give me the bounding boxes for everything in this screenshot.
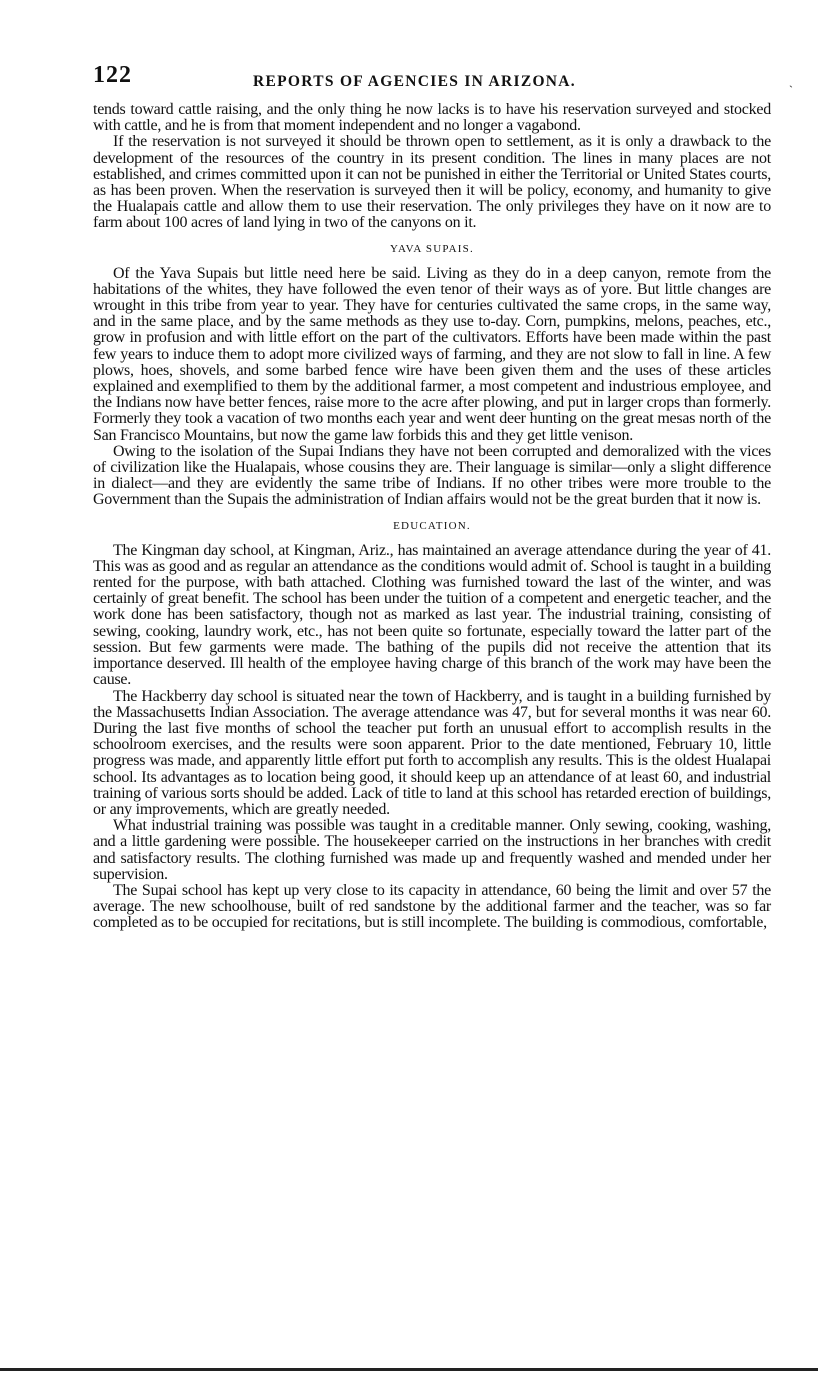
paragraph-yava-1: Of the Yava Supais but little need here be said. Living as they do in a deep canyon, remote from the habitations of the whites, they have followed the even tenor of their ways as of yore. But little changes are wrought in this tribe from year to year. They have for centuries cultivated the same crops, in the same way, and in the same place, and by the same methods as they use to-day. Corn, pumpkins, melons, peaches, etc., grow in profusion and with little effort on the part of the cultivators. Efforts have been made within the past few years to induce them to adopt more civilized ways of farming, and they are not slow to fall in line. A few plows, hoes, shovels, and some barbed fence wire have been given them and the uses of these articles explained and exemplified to them by the additional farmer, a most competent and industrious employee, and the Indians now have better fences, raise more to the acre after plowing, and put in larger crops than formerly. Formerly they took a vacation of two months each year and went deer hunting on the great mesas north of the San Francisco Mountains, but now the game law forbids this and they get little venison.	[93, 264, 771, 444]
section-heading-yava-supais: YAVA SUPAIS.	[390, 242, 474, 255]
paragraph-industrial: What industrial training was possible was taught in a creditable manner. Only sewing, cooking, washing, and a little gardening were possible. The housekeeper carried on the instructions in her branches with credit and satisfactory results. The clothing furnished was made up and frequently washed and mended under her supervision.	[93, 817, 771, 883]
document-page	[93, 62, 793, 932]
paragraph-kingman: The Kingman day school, at Kingman, Ariz., has maintained an average attendance during the year of 41. This was as good and as regular an attendance as the conditions would admit of. School is taught in a building rented for the purpose, with bath attached. Clothing was furnished toward the last of the winter, and was certainly of great benefit. The school has been under the tuition of a competent and energetic teacher, and the work done has been satisfactory, though not as marked as last year. The industrial training, consisting of sewing, cooking, laundry work, etc., has not been quite so fortunate, especially toward the latter part of the session. But few garments were made. The bathing of the pupils did not receive the attention that its importance deserved. Ill health of the employee having charge of this branch of the work may have been the cause.	[93, 541, 771, 689]
paragraph-yava-2: Owing to the isolation of the Supai Indians they have not been corrupted and demoralized with the vices of civilization like the Hualapais, whose cousins they are. Their language is similar—only a slight difference in dialect—and they are evidently the same tribe of Indians. If no other tribes were more trouble to the Government than the Supais the administration of Indian affairs would not be the great burden that it now is.	[93, 442, 771, 509]
running-title: REPORTS OF AGENCIES IN ARIZONA.	[253, 73, 576, 90]
continued-text	[93, 102, 771, 232]
paragraph-hackberry: The Hackberry day school is situated near the town of Hackberry, and is taught in a building furnished by the Massachusetts Indian Association. The average attendance was 47, but for several months it was near 60. During the last five months of school the teacher put forth an unusual effort to accomplish results in the schoolroom exercises, and the results were soon apparent. Prior to the date mentioned, February 10, little progress was made, and apparently little effort put forth to accomplish any results. This is the oldest Hualapai school. Its advantages as to location being good, it should keep up an attendance of at least 60, and industrial training of various sorts should be added. Lack of title to land at this school has retarded erection of buildings, or any improvements, which are greatly needed.	[93, 687, 771, 818]
bottom-edge-rule	[0, 1368, 818, 1371]
page-number: 122	[93, 62, 132, 88]
section-yava-supais	[93, 242, 771, 509]
running-header	[93, 62, 793, 102]
corner-mark: ˎ	[789, 74, 793, 88]
paragraph-reservation: If the reservation is not surveyed it should be thrown open to settlement, as it is only a drawback to the development of the resources of the country in its present condition. The lines in many places are not established, and crimes committed upon it can not be punished in either the Territorial or United States courts, as has been proven. When the reservation is surveyed then it will be policy, economy, and humanity to give the Hualapais cattle and allow them to use their reservation. The only privileges they have on it now are to farm about 100 acres of land lying in two of the canyons on it.	[93, 133, 771, 232]
paragraph-continued: tends toward cattle raising, and the only thing he now lacks is to have his reservation surveyed and stocked with cattle, and he is from that moment independent and no longer a vagabond.	[93, 101, 771, 135]
section-education	[93, 519, 771, 932]
section-heading-education: EDUCATION.	[393, 519, 471, 532]
paragraph-supai-school: The Supai school has kept up very close to its capacity in attendance, 60 being the limit and over 57 the average. The new schoolhouse, built of red sandstone by the additional farmer and the teacher, was so far completed as to be occupied for recitations, but is still incomplete. The building is commodious, comfortable,	[93, 881, 771, 932]
